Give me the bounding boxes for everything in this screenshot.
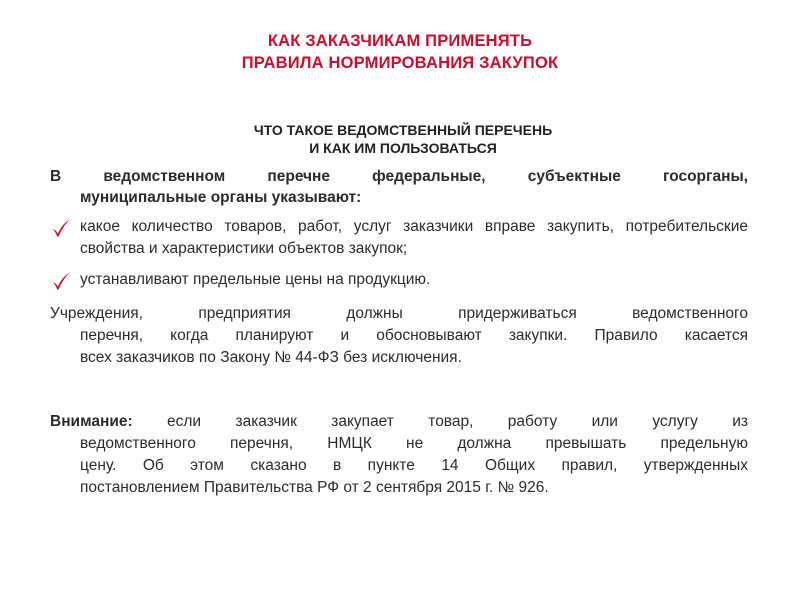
paragraph-line	[50, 411, 748, 433]
slide-title-line-2: ПРАВИЛА НОРМИРОВАНИЯ ЗАКУПОК	[241, 54, 559, 72]
paragraph-line: цену. Об этом сказано в пункте 14 Общих правил, утвержденных	[80, 457, 748, 474]
paragraph-line: Учреждения, предприятия должны придерживаться ведомственного	[50, 305, 748, 322]
section-subtitle	[0, 121, 800, 157]
section-subtitle-line-1: ЧТО ТАКОЕ ВЕДОМСТВЕННЫЙ ПЕРЕЧЕНЬ	[253, 122, 553, 138]
list-item-text: устанавливают предельные цены на продукцию.	[80, 271, 431, 288]
checkmark-icon	[50, 270, 72, 292]
paragraph-institutions	[50, 303, 748, 369]
paragraph-attention	[50, 411, 748, 499]
section-subtitle-line-2: И КАК ИМ ПОЛЬЗОВАТЬСЯ	[309, 140, 497, 156]
list-item	[50, 216, 748, 260]
lead-statement-line-1: В ведомственном перечне федеральные, субъектные госорганы,	[50, 168, 748, 185]
checkmark-icon	[50, 217, 72, 239]
list-item	[50, 269, 748, 291]
paragraph-line: перечня, когда планируют и обосновывают закупки. Правило касается	[80, 327, 748, 344]
bullet-list	[50, 216, 748, 291]
list-item-text: какое количество товаров, работ, услуг заказчики вправе закупить, потребительские свойства и характеристики объектов закупок;	[80, 218, 748, 257]
paragraph-line: всех заказчиков по Закону № 44-ФЗ без исключения.	[80, 349, 462, 366]
slide-title	[0, 30, 800, 74]
lead-statement-line-2: муниципальные органы указывают:	[80, 189, 362, 206]
paragraph-line: ведомственного перечня, НМЦК не должна превышать предельную	[80, 435, 748, 452]
slide-title-line-1: КАК ЗАКАЗЧИКАМ ПРИМЕНЯТЬ	[267, 32, 533, 50]
lead-statement	[50, 166, 748, 208]
attention-line-1-text: если заказчик закупает товар, работу или услугу из	[132, 413, 748, 430]
attention-label: Внимание:	[50, 413, 133, 430]
paragraph-line: постановлением Правительства РФ от 2 сентября 2015 г. № 926.	[80, 479, 549, 496]
